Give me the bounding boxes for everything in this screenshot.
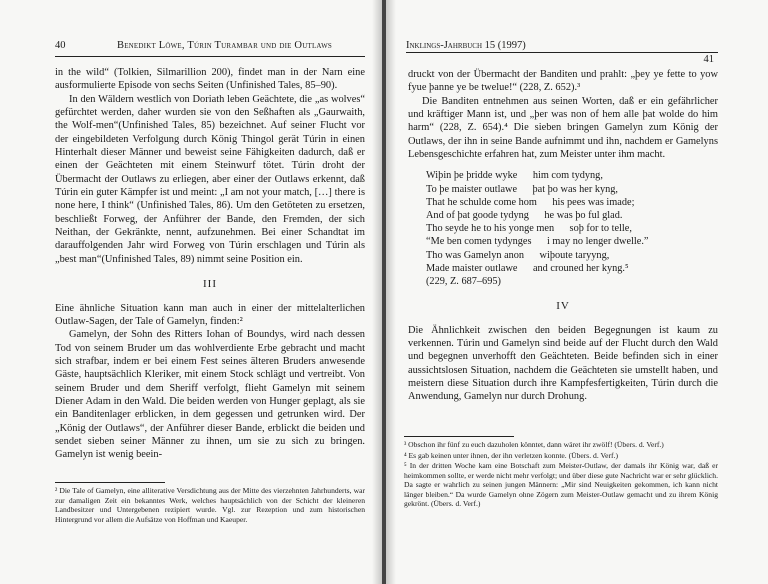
- footnote-3: ³ Obschon ihr fünf zu euch dazuholen könntet, dann wäret ihr zwölf! (Übers. d. Verf.): [404, 440, 664, 449]
- left-footnote-rule: [55, 482, 165, 483]
- right-header-rule: [406, 52, 718, 53]
- poem-line: Made maister outlawe and crouned her kyng.⁵: [426, 262, 629, 274]
- poem-line: To þe maister outlawe þat þo was her kyng,: [426, 183, 619, 195]
- poem-line: “Me ben comen tydynges i may no lenger dwelle.”: [426, 236, 649, 248]
- left-page-header: [55, 40, 365, 54]
- poem-line: Tho seyde he to his yonge men soþ for to telle,: [426, 223, 632, 235]
- footnote-4: ⁴ Es gab keinen unter ihnen, der ihn verletzen konnte. (Übers. d. Verf.): [404, 450, 619, 460]
- poem-citation: (229, Z. 687–695): [426, 276, 501, 288]
- right-paragraph-1: druckt von der Übermacht der Banditen und prahlt: „þey ye fette to yow fyue þanne ye be twelue!“ (228, Z. 652).³: [408, 69, 718, 94]
- book-gutter: [382, 0, 386, 584]
- section-heading-iv: IV: [556, 300, 570, 313]
- left-page-number: 40: [55, 40, 66, 51]
- left-page: [55, 0, 365, 584]
- right-page-number: 41: [703, 54, 714, 65]
- left-page-body: [55, 66, 365, 462]
- left-footnotes: [55, 486, 365, 525]
- right-footnotes: [404, 440, 718, 510]
- footnote-5: ⁵ In der dritten Woche kam eine Botschaft zum Meister-Outlaw, der damals ihr König war, daß er heimkommen sollte, er werde nicht mehr verfolgt; und über diese gute Nachricht war er sehr glücklich. Da sagte er wahrlich zu seinen jungen Männern: „Mir sind Neuigkeiten gekommen, ich kann nicht länger bleiben.“ Da wurde Gamelyn ohne Zögern zum Meister-Outlaw gemacht und zu ihrem König gekrönt. (Übers. d. Verf.): [404, 461, 718, 508]
- right-footnote-rule: [404, 436, 514, 437]
- right-page-body: [408, 68, 718, 404]
- right-paragraph-3: Die Ähnlichkeit zwischen den beiden Begegnungen ist kaum zu verkennen. Túrin und Gamelyn sind beide auf der Flucht durch den Wald und begegnen unverhofft den Geächteten. Beide befinden sich in einer aussichtslosen Situation, nachdem die Geächteten sie umstellt haben, und meistern diese Situation durch ihre Kampfesfertigkeiten, Túrin durch die Anwendung, Gamelyn nur durch Drohung.: [408, 324, 718, 403]
- footnote-2: ² Die Tale of Gamelyn, eine alliterative Versdichtung aus der Mitte des vierzehnten Jahrhunderts, war zur damaligen Zeit ein bekanntes Werk, welches hauptsächlich von der Schicht der kleineren Landbesitzer und Untergebenen rezipiert wurde. Vgl. zur Rezeption und zum historischen Hintergrund vor allem die Aufsätze von Hoffman und Kaeuper.: [55, 486, 365, 524]
- right-paragraph-2: Die Banditen entnehmen aus seinen Worten, daß er ein gefährlicher und kräftiger Mann ist, und „þer was non of hem alle þat wolde do him harm“ (228, Z. 654).⁴ Die sieben bringen Gamelyn zum König der Outlaws, der ihn in seine Bande aufnimmt und ihn, nachdem er Gamelyns Lebensgeschichte erfahren hat, zum Meister unter ihm macht.: [408, 95, 718, 161]
- right-page: [398, 0, 718, 584]
- left-paragraph-1: in the wild“ (Tolkien, Silmarillion 200), findet man in der Narn eine ausformulierte Episode von sechs Seiten (Unfinished Tales, 85–90).: [55, 67, 365, 92]
- left-paragraph-4: Gamelyn, der Sohn des Ritters Iohan of Boundys, wird nach dessen Tod von seinem Bruder um das wohlverdiente Erbe gebracht und macht sich strafbar, indem er bei einem Fest seines älteren Bruders anwesende Gäste, hauptsächlich Kleriker, mit einem Stock schlägt und vertreibt. Von seinem Bruder und dem Sheriff verfolgt, flieht Gamelyn mit seinem Diener Adam in den Wald. Die beiden werden von Hunger geplagt, als sie ein Banditenlager erblicken, in dem gegessen und getrunken wird. Der „König der Outlaws“, der Anführer dieser Bande, erblickt die beiden und sendet sieben seiner Männer zu ihnen, um sie zu sich zu bringen. Gamelyn ist wenig beein-: [55, 329, 365, 461]
- poem-line: That he schulde come hom his pees was imade;: [426, 196, 635, 208]
- poem-line: Wiþin þe þridde wyke him com tydyng,: [426, 170, 603, 182]
- left-running-title: Benedikt Löwe, Túrin Turambar und die Outlaws: [117, 40, 333, 51]
- poem-line: Tho was Gamelyn anon wiþoute taryyng,: [426, 249, 610, 261]
- left-paragraph-3: Eine ähnliche Situation kann man auch in einer der mittelalterlichen Outlaw-Sagen, der Tale of Gamelyn, finden:²: [55, 302, 365, 327]
- poem-line: And of þat goode tydyng he was þo ful glad.: [426, 210, 623, 222]
- poem-quote: [426, 169, 718, 288]
- left-paragraph-2: In den Wäldern westlich von Doriath leben Geächtete, die „as wolves“ gefürchtet werden, daher wurden sie von den Seßhaften als „Gaurwaith, the Wolf-men“(Unfinished Tales, 85) bezeichnet. Auf seiner Flucht vor der eingebildeten Verfolgung durch König Thingol gerät Túrin in einen Hinterhalt dieser Männer und beweist seine Fähigkeiten dadurch, daß er einen der Geächteten mit einem Steinwurf tötet. Túrin droht der Übermacht der Outlaws zu erliegen, aber einer der Outlaws erkennt, daß Túrin ein guter Kämpfer ist und meint: „I am not your match, […] there is none here, I think“ (Unfinished Tales, 86). Um den Getöteten zu ersetzen, beschließt Forweg, der Anführer der Bande, den Fremden, der sich Neithan, der Gekränkte, nennt, aufzunehmen. Bei einer Schandtat im darauffolgenden Jahr wird Forweg von Túrin erschlagen und Túrin als „best man“(Unfinished Tales, 89) nimmt seine Position ein.: [55, 93, 365, 265]
- right-running-title: Inklings-Jahrbuch 15 (1997): [406, 40, 526, 51]
- left-header-rule: [55, 56, 365, 57]
- section-heading-iii: III: [203, 278, 217, 291]
